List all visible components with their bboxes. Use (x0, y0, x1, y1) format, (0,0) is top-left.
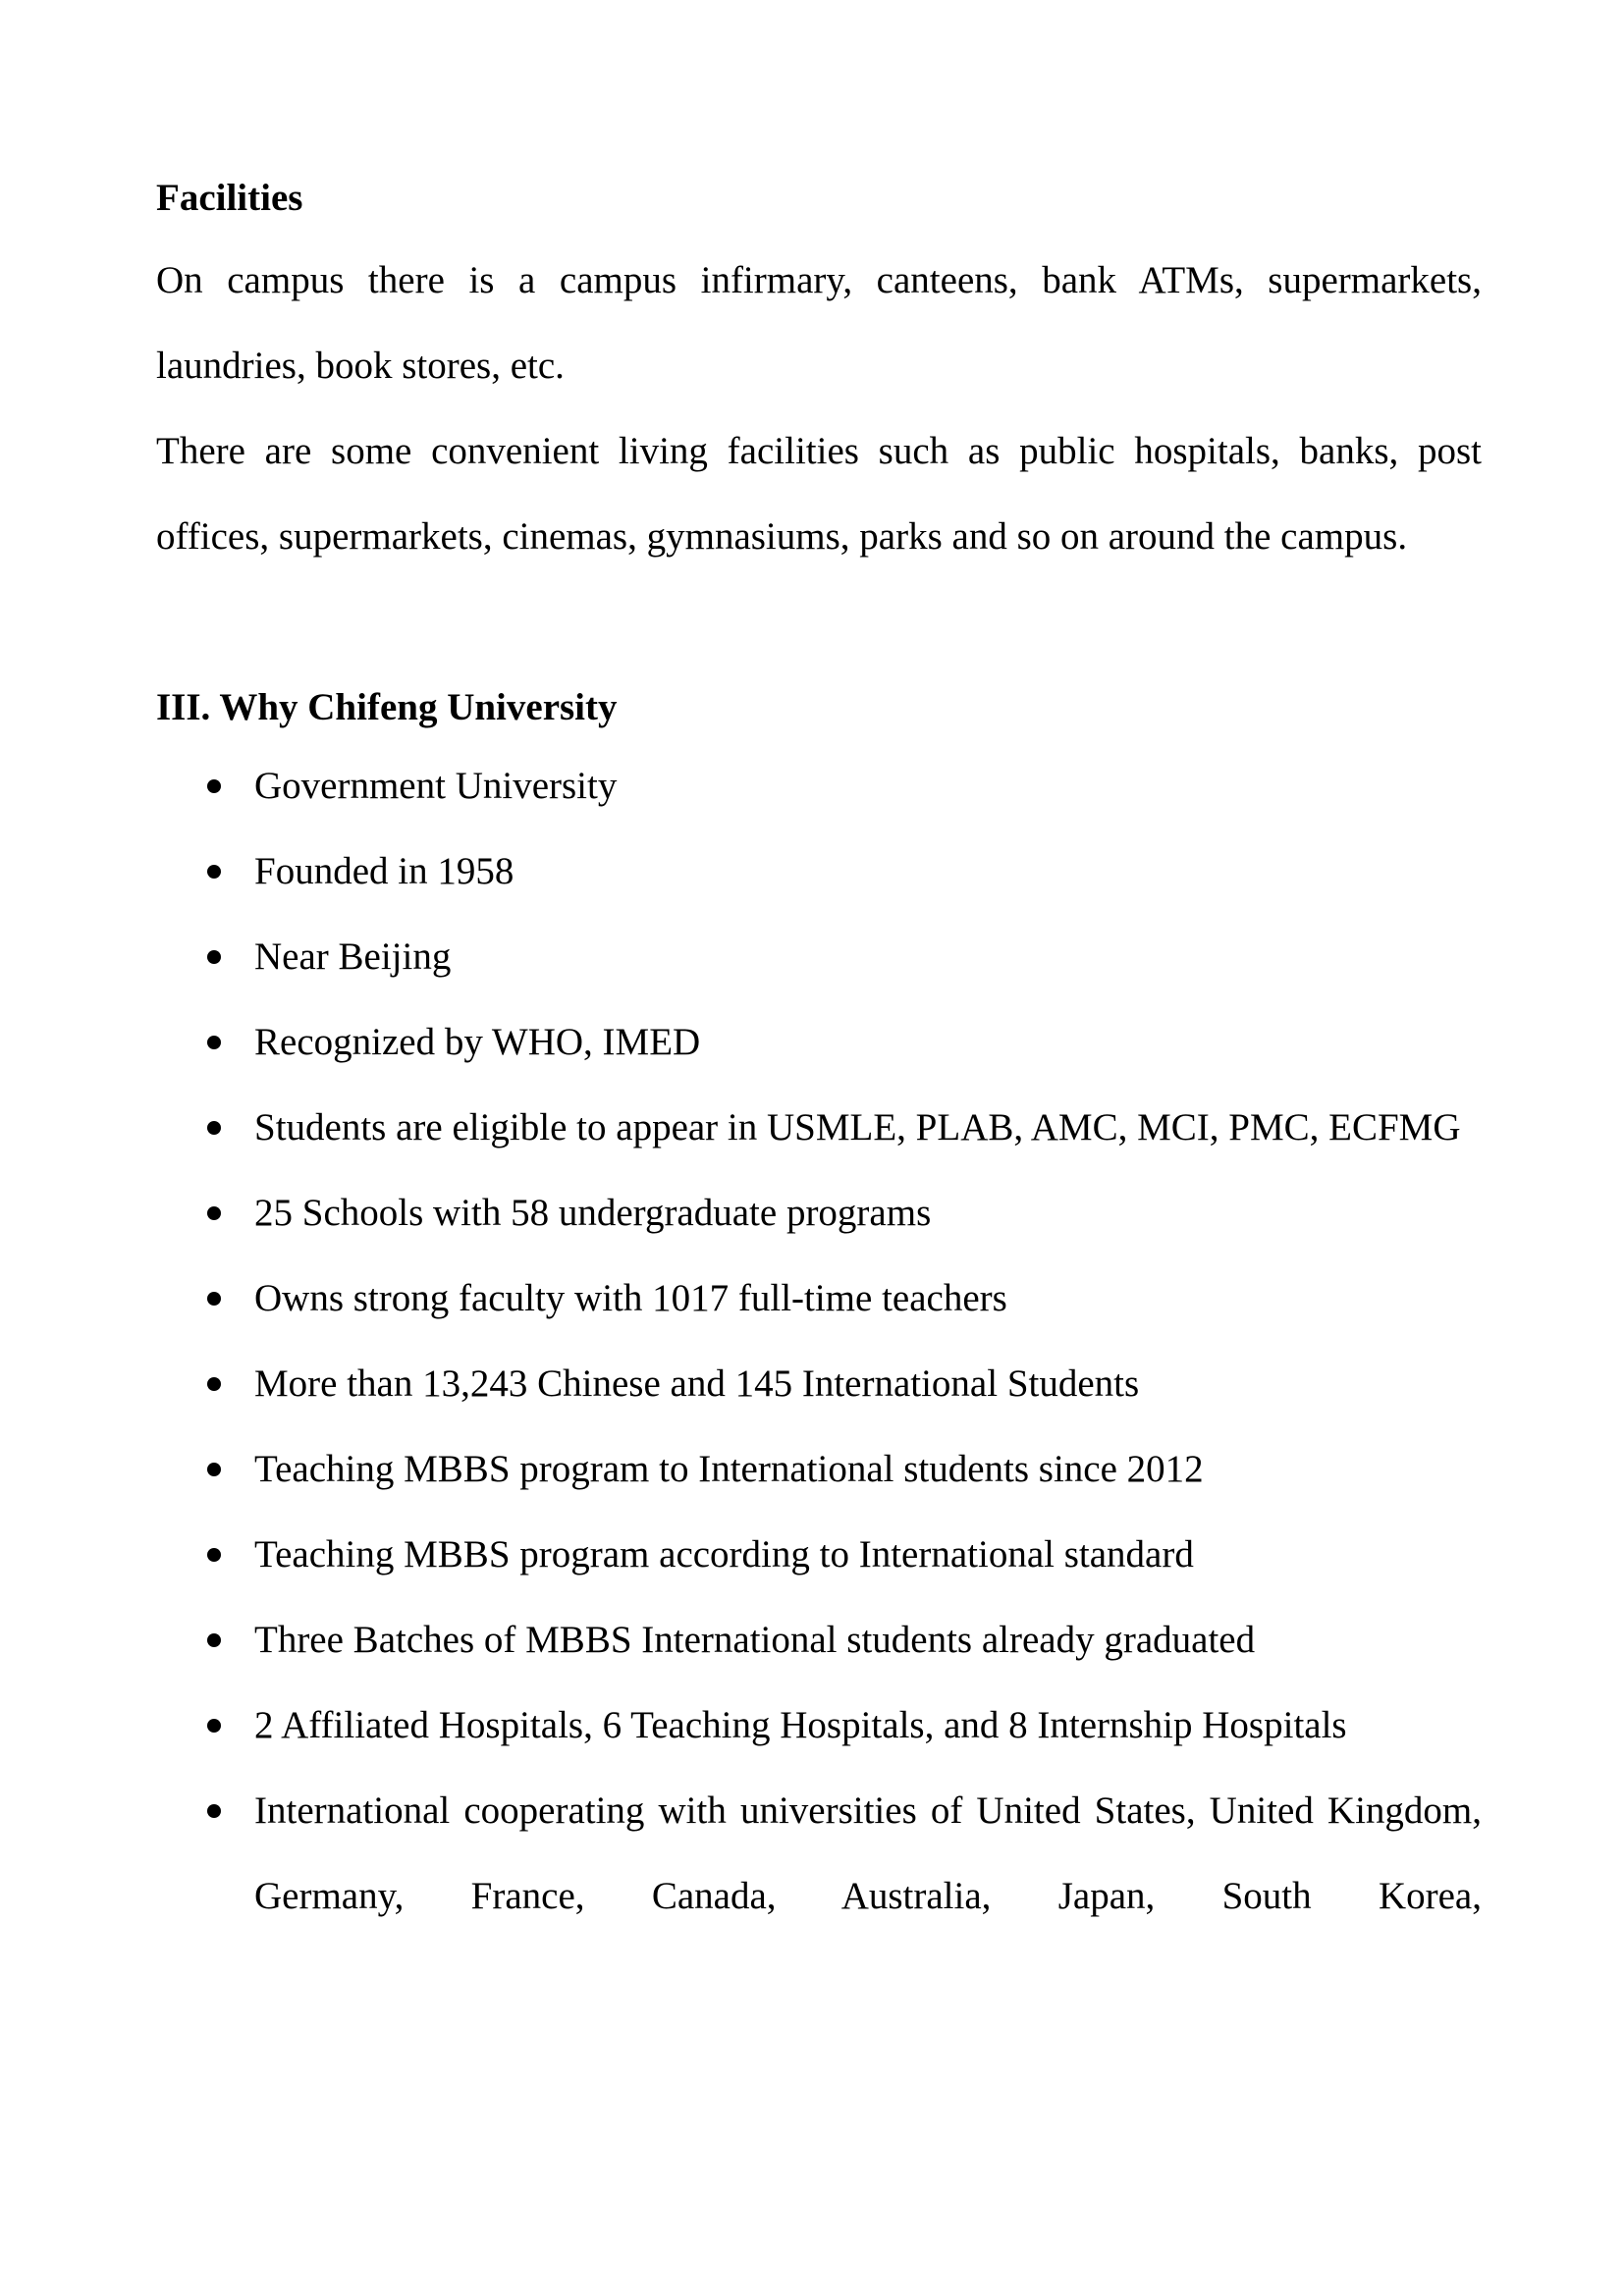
list-item (156, 914, 1482, 999)
list-item (156, 1682, 1482, 1768)
bullet-icon (207, 1036, 221, 1049)
bullet-icon (207, 1121, 221, 1135)
list-item-text: Owns strong faculty with 1017 full-time teachers (254, 1277, 1007, 1319)
bullet-icon (207, 1548, 221, 1562)
list-item-text: International cooperating with universities of United States, United Kingdom, Germany, France, Canada, Australia, Japan, South Korea, (254, 1789, 1482, 1917)
bullet-icon (207, 1719, 221, 1733)
list-item (156, 1768, 1482, 1939)
list-item (156, 1255, 1482, 1341)
list-item-text: Students are eligible to appear in USMLE, PLAB, AMC, MCI, PMC, ECFMG (254, 1106, 1461, 1148)
bullet-icon (207, 950, 221, 964)
why-bullet-list (156, 743, 1482, 1939)
list-item-text: Recognized by WHO, IMED (254, 1021, 701, 1063)
list-item (156, 1085, 1482, 1170)
document-page (156, 175, 1482, 1939)
facilities-paragraph-surroundings: There are some convenient living facilities such as public hospitals, banks, post offices, supermarkets, cinemas, gymnasiums, parks and so on around the campus. (156, 430, 1482, 558)
bullet-icon (207, 1377, 221, 1391)
facilities-paragraph-campus: On campus there is a campus infirmary, canteens, bank ATMs, supermarkets, laundries, book stores, etc. (156, 259, 1482, 387)
list-item (156, 1512, 1482, 1597)
bullet-icon (207, 1463, 221, 1476)
list-item (156, 743, 1482, 828)
list-item-text: Founded in 1958 (254, 850, 514, 892)
bullet-icon (207, 1292, 221, 1306)
list-item (156, 999, 1482, 1085)
list-item-text: Teaching MBBS program to International students since 2012 (254, 1448, 1204, 1490)
bullet-icon (207, 1206, 221, 1220)
list-item-text: 25 Schools with 58 undergraduate programs (254, 1192, 932, 1234)
bullet-icon (207, 1804, 221, 1818)
list-item (156, 1597, 1482, 1682)
list-item-text: Near Beijing (254, 935, 452, 978)
facilities-heading: Facilities (156, 177, 303, 219)
list-item (156, 1426, 1482, 1512)
why-heading: III. Why Chifeng University (156, 686, 618, 728)
list-item-text: 2 Affiliated Hospitals, 6 Teaching Hospitals, and 8 Internship Hospitals (254, 1704, 1347, 1746)
list-item (156, 828, 1482, 914)
list-item-text: Teaching MBBS program according to International standard (254, 1533, 1194, 1575)
bullet-icon (207, 865, 221, 879)
bullet-icon (207, 779, 221, 793)
bullet-icon (207, 1633, 221, 1647)
list-item (156, 1341, 1482, 1426)
list-item-text: Government University (254, 765, 618, 807)
list-item (156, 1170, 1482, 1255)
list-item-text: More than 13,243 Chinese and 145 International Students (254, 1362, 1140, 1405)
list-item-text: Three Batches of MBBS International students already graduated (254, 1619, 1256, 1661)
